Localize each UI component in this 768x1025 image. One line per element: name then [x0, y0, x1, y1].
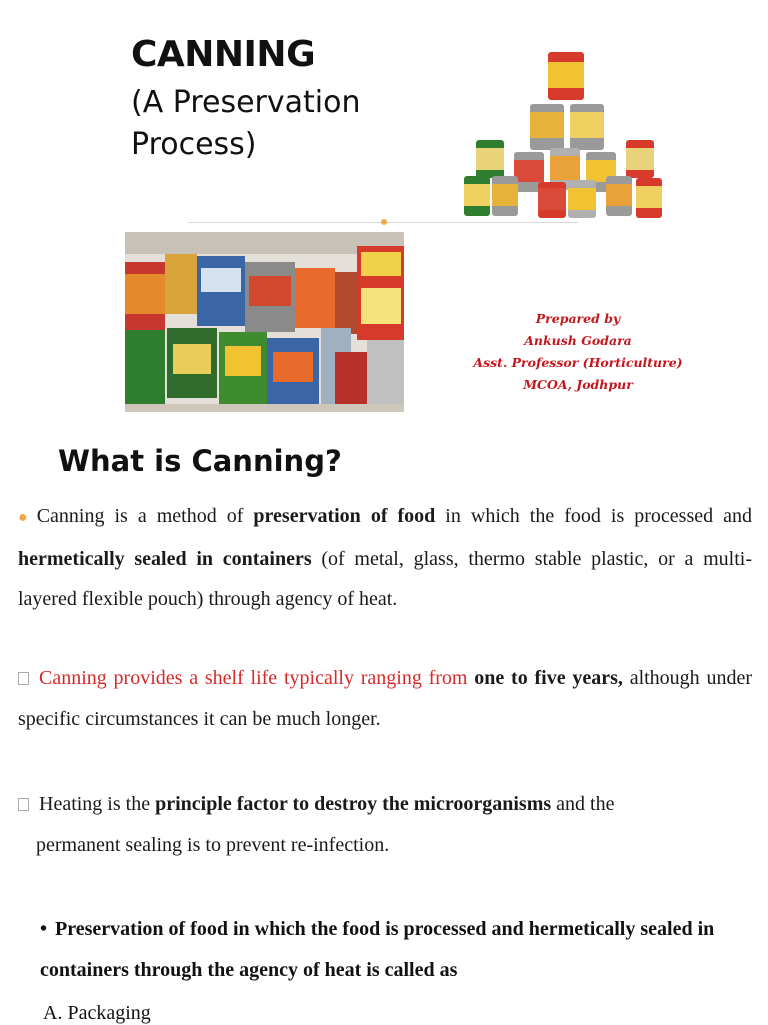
quiz-option-a[interactable]: A. Packaging [43, 1002, 151, 1024]
credit-prepared-by: Prepared by [535, 311, 621, 326]
credit-institution: MCOA, Jodhpur [523, 377, 633, 392]
paragraph-heating: Heating is the principle factor to destroy the microorganisms and the [18, 784, 752, 825]
orange-dot-bullet-icon: ● [18, 509, 33, 526]
divider-dot-icon [381, 219, 387, 225]
question-text: Preservation of food in which the food is processed and hermetically sealed in containers through the agency of heat is called as [40, 918, 715, 981]
author-credits [468, 308, 688, 396]
credit-author-title: Asst. Professor (Horticulture) [473, 355, 683, 370]
credit-author-name: Ankush Godara [524, 333, 632, 348]
slide-title: CANNING [131, 34, 316, 75]
canned-goods-shelf-image [125, 232, 404, 412]
paragraph-shelf-life: Canning provides a shelf life typically ranging from one to five years, although under specific circumstances it can be much longer. [18, 667, 752, 730]
stacked-cans-image [458, 48, 670, 222]
section-heading: What is Canning? [58, 444, 342, 478]
can-stack-art [464, 52, 662, 218]
paragraph-definition: ● Canning is a method of preservation of food in which the food is processed and hermetically sealed in containers (of metal, glass, thermo stable plastic, or a multi- layered flexible pouch) through agency of heat. [18, 505, 752, 610]
box-glyph-icon [18, 672, 29, 685]
slide-subtitle: (A Preservation Process) [131, 85, 361, 162]
paragraph-heating-cont: permanent sealing is to prevent re-infection. [36, 834, 390, 856]
quiz-question [40, 909, 740, 991]
question-bullet: • [40, 918, 48, 940]
box-glyph-icon [18, 798, 29, 811]
